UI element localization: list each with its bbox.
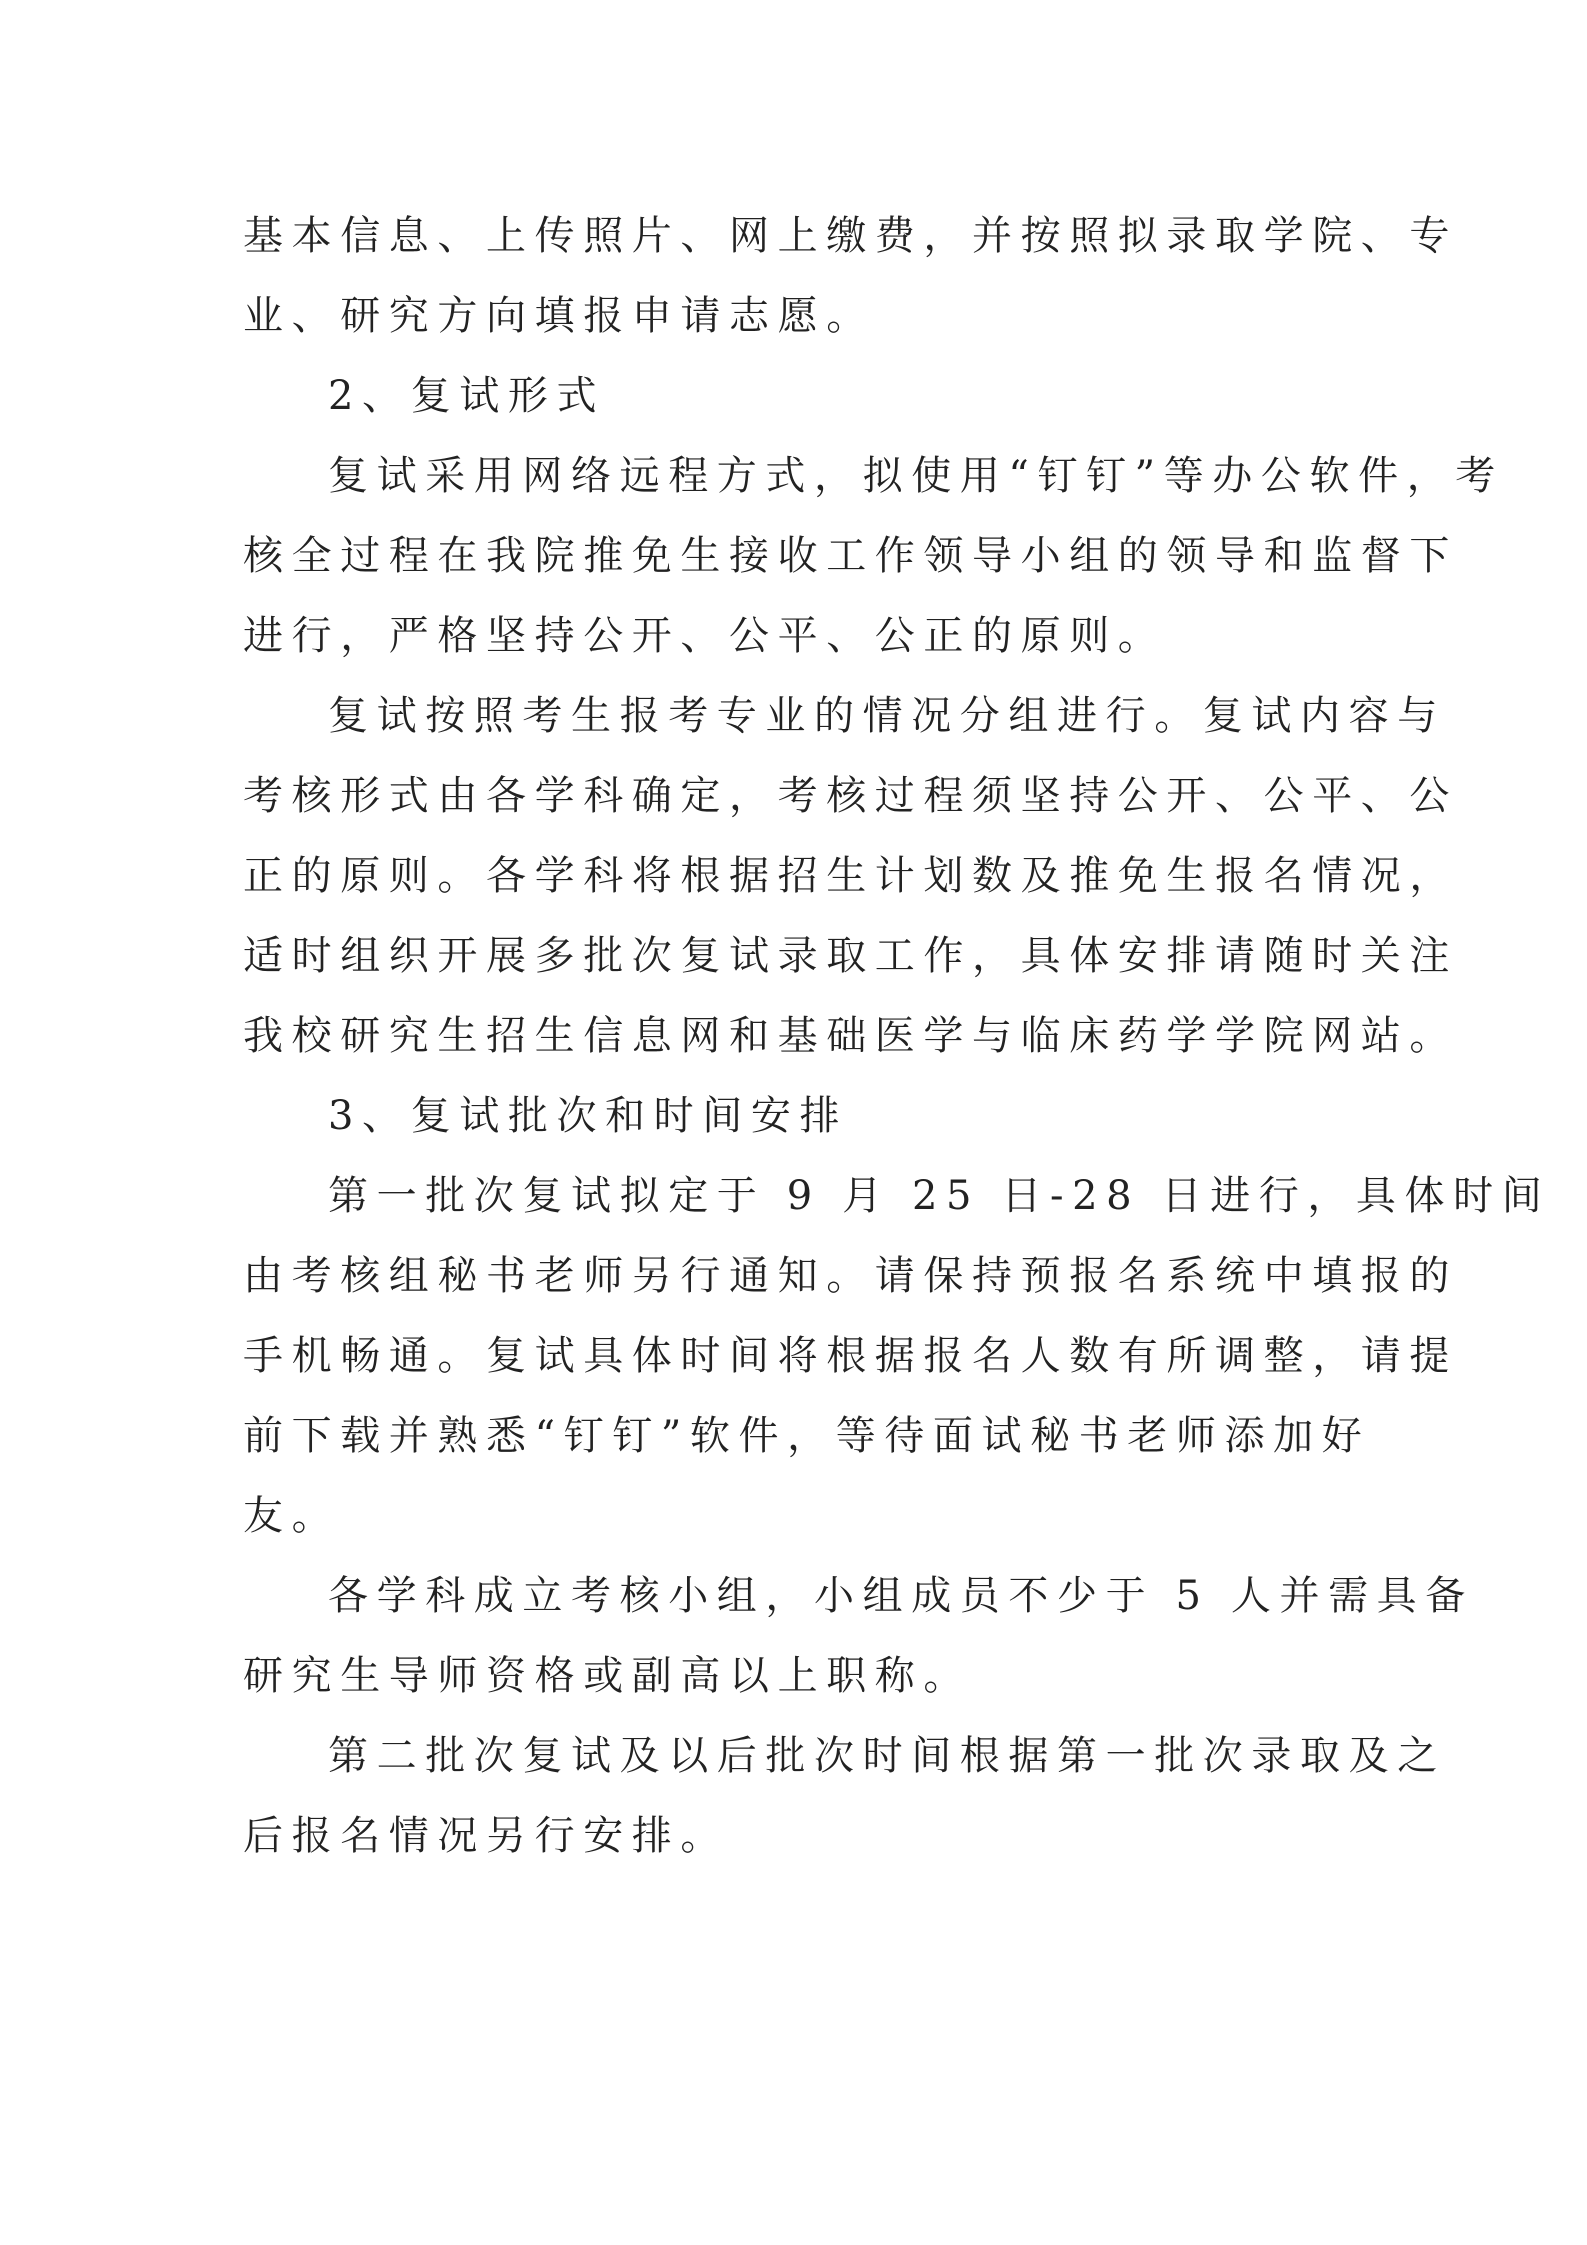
paragraph-line: 复试按照考生报考专业的情况分组进行。复试内容与 bbox=[328, 693, 1446, 739]
paragraph-line: 我校研究生招生信息网和基础医学与临床药学学院网站。 bbox=[243, 1013, 1458, 1059]
paragraph-line: 后报名情况另行安排。 bbox=[243, 1813, 729, 1859]
paragraph-line: 正的原则。各学科将根据招生计划数及推免生报名情况， bbox=[243, 853, 1458, 899]
paragraph-line: 复试采用网络远程方式，拟使用“钉钉”等办公软件，考 bbox=[328, 453, 1504, 499]
section-heading: 2、复试形式 bbox=[328, 373, 606, 419]
paragraph-line: 研究生导师资格或副高以上职称。 bbox=[243, 1653, 972, 1699]
paragraph-line: 前下载并熟悉“钉钉”软件，等待面试秘书老师添加好 bbox=[243, 1413, 1371, 1459]
paragraph-line: 手机畅通。复试具体时间将根据报名人数有所调整，请提 bbox=[243, 1333, 1458, 1379]
paragraph-line: 进行，严格坚持公开、公平、公正的原则。 bbox=[243, 613, 1167, 659]
paragraph-line: 考核形式由各学科确定，考核过程须坚持公开、公平、公 bbox=[243, 773, 1458, 819]
paragraph-line: 友。 bbox=[243, 1493, 341, 1539]
paragraph-line: 业、研究方向填报申请志愿。 bbox=[243, 293, 875, 339]
paragraph-line: 由考核组秘书老师另行通知。请保持预报名系统中填报的 bbox=[243, 1253, 1458, 1299]
section-heading: 3、复试批次和时间安排 bbox=[328, 1093, 849, 1139]
paragraph-line: 第一批次复试拟定于 9 月 25 日-28 日进行，具体时间 bbox=[328, 1173, 1551, 1219]
paragraph-line: 适时组织开展多批次复试录取工作，具体安排请随时关注 bbox=[243, 933, 1458, 979]
paragraph-line: 第二批次复试及以后批次时间根据第一批次录取及之 bbox=[328, 1733, 1446, 1779]
paragraph-line: 各学科成立考核小组，小组成员不少于 5 人并需具备 bbox=[328, 1573, 1474, 1619]
paragraph-line: 基本信息、上传照片、网上缴费，并按照拟录取学院、专 bbox=[243, 213, 1458, 259]
paragraph-line: 核全过程在我院推免生接收工作领导小组的领导和监督下 bbox=[243, 533, 1458, 579]
